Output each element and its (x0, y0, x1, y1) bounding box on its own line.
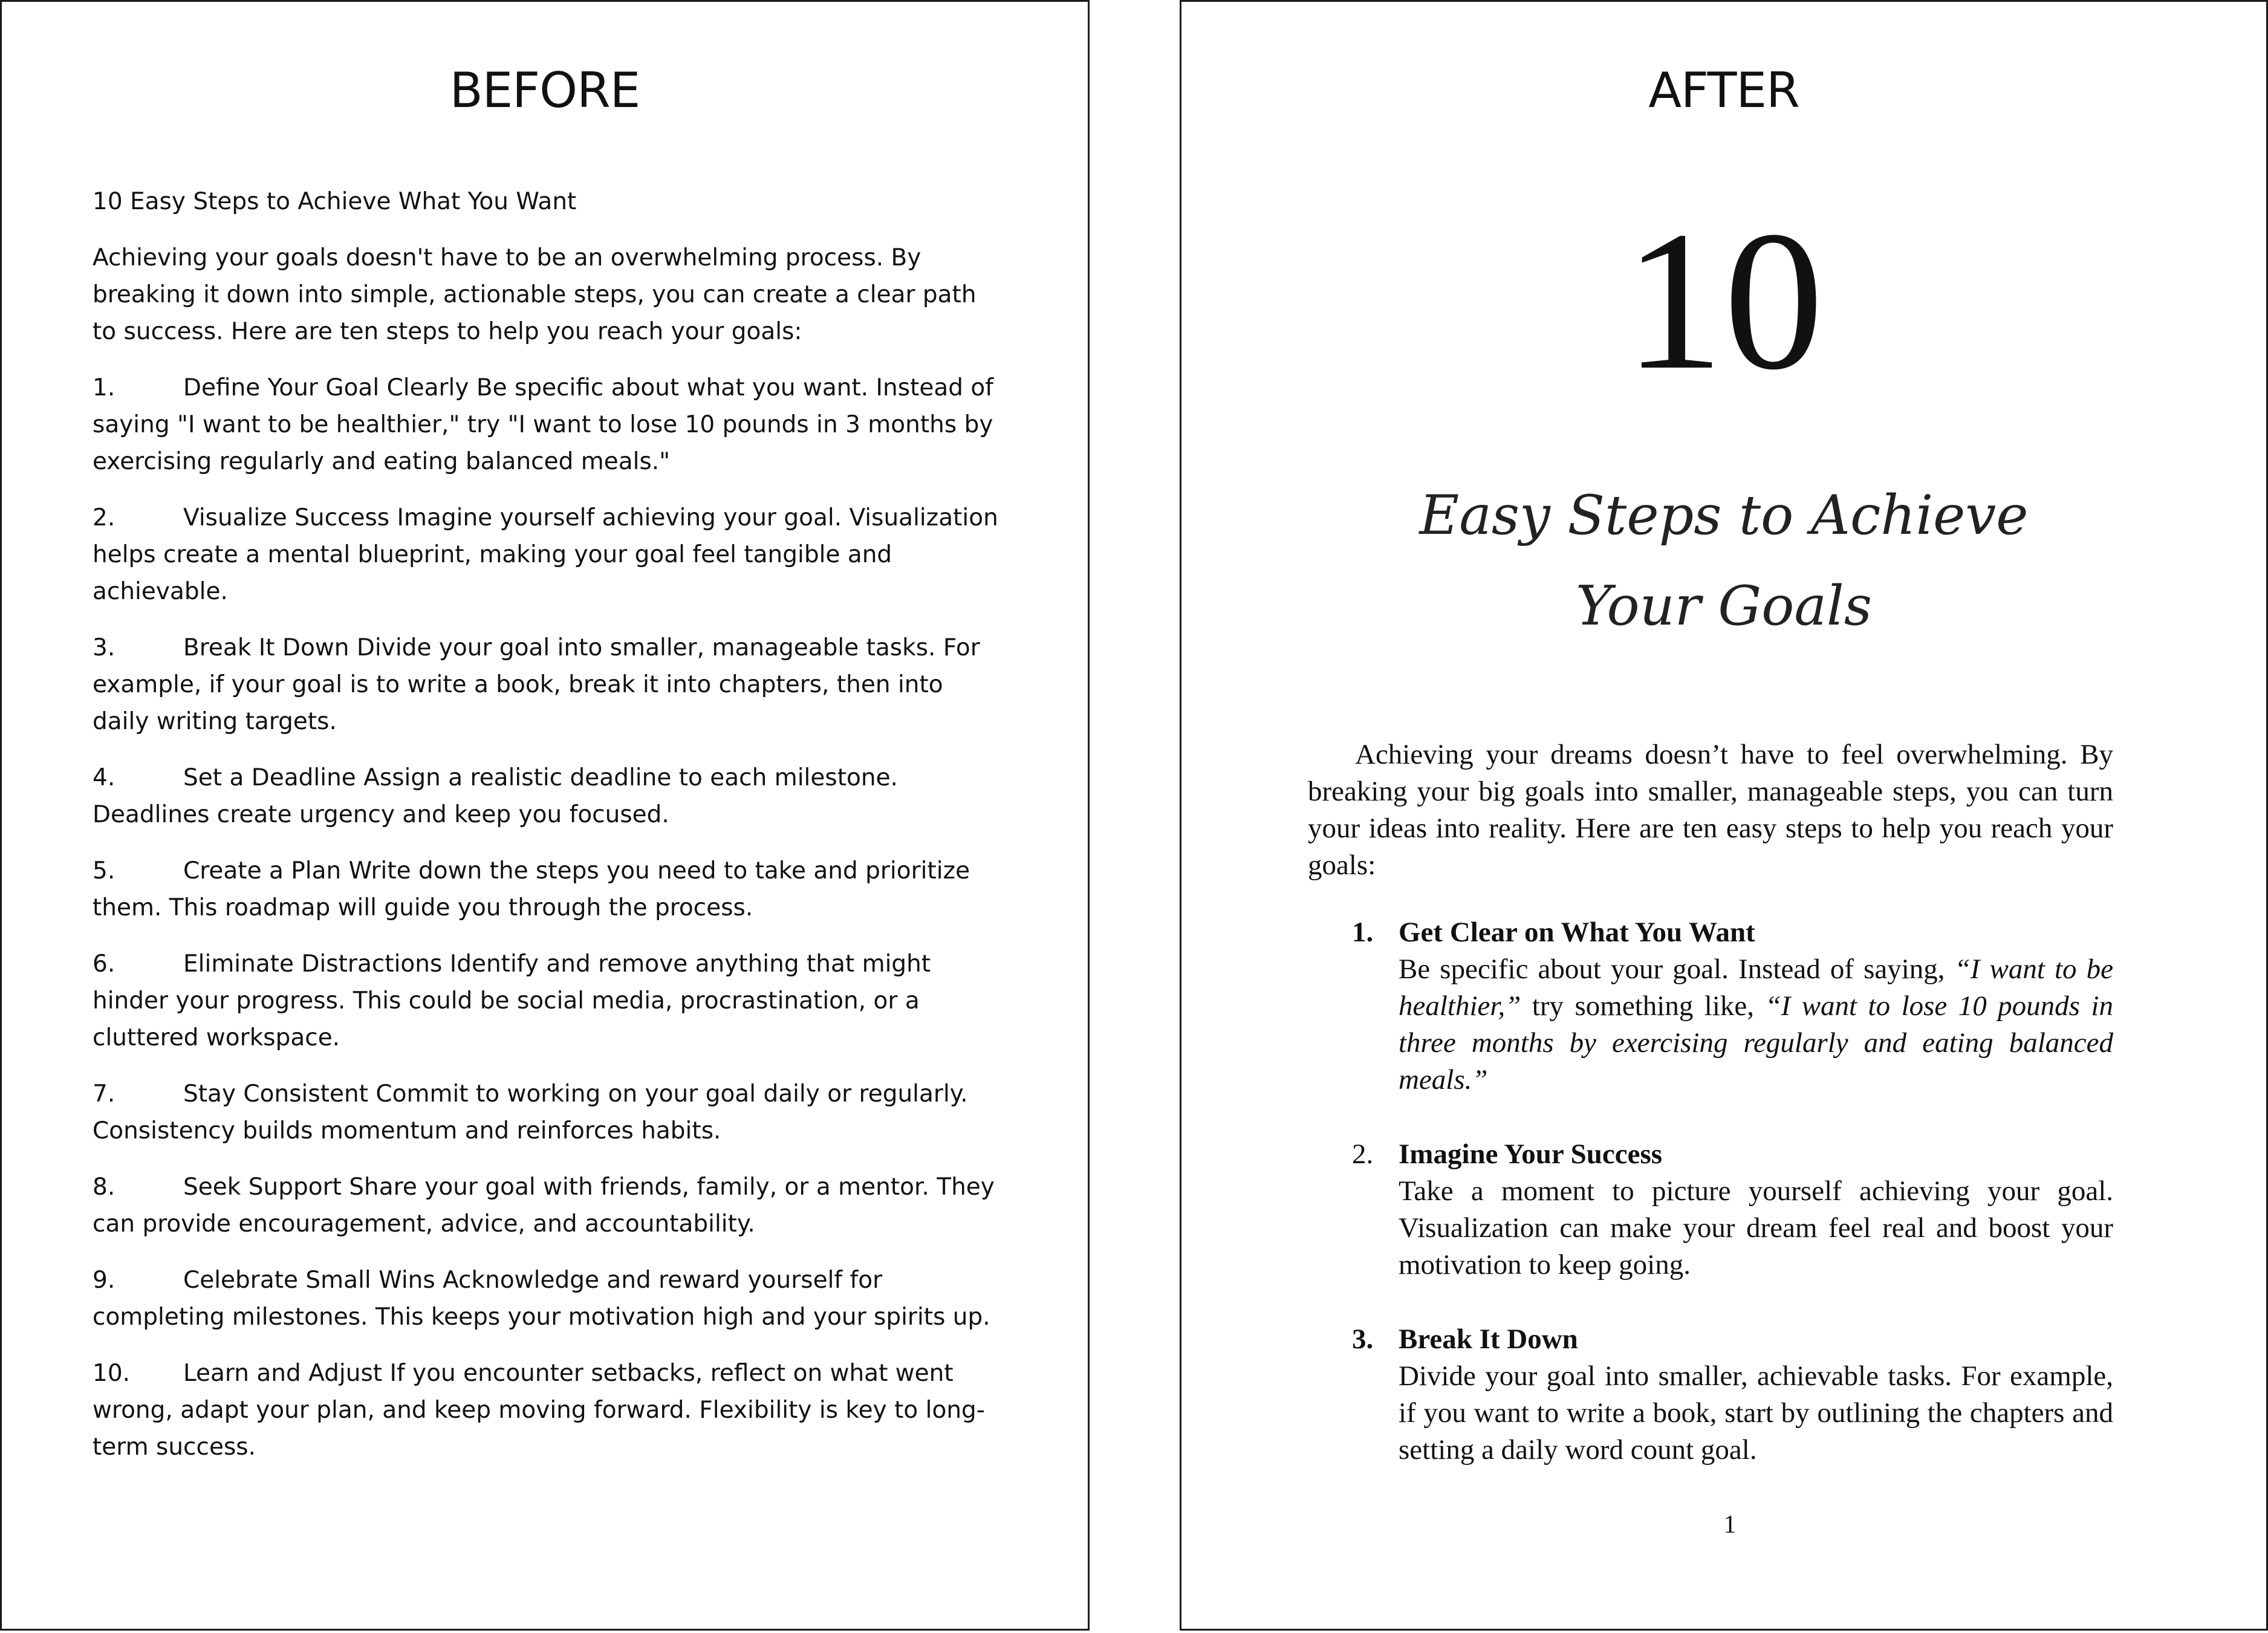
before-body (93, 183, 1006, 1485)
before-step-number: 8. (93, 1174, 115, 1201)
before-step-number: 1. (93, 374, 115, 401)
after-body (1308, 736, 2113, 1506)
after-step-title: Imagine Your Success (1399, 1138, 1663, 1170)
after-step-text: Divide your goal into smaller, achievable tasks. For example, if you want to write a book, start by outlining the chapters and setting a daily word count goal. (1399, 1360, 2113, 1466)
before-step (93, 852, 1006, 926)
after-step (1308, 1321, 2113, 1469)
chapter-title (1181, 470, 2266, 652)
before-step-text: Learn and Adjust If you encounter setbacks, reflect on what went wrong, adapt your plan, and keep moving forward. Flexibility is key to long-term success. (93, 1360, 985, 1461)
before-step (93, 759, 1006, 833)
after-step-text-part: try something like, (1521, 990, 1766, 1022)
before-page (0, 0, 1090, 1631)
before-step-text: Break It Down Divide your goal into smaller, manageable tasks. For example, if your goal is to write a book, break it into chapters, then into daily writing targets. (93, 634, 980, 735)
before-step-text: Eliminate Distractions Identify and remove anything that might hinder your progress. This could be social media, procrastination, or a cluttered workspace. (93, 950, 931, 1051)
after-step (1308, 914, 2113, 1099)
before-step-text: Set a Deadline Assign a realistic deadline to each milestone. Deadlines create urgency and keep you focused. (93, 764, 898, 828)
before-step-text: Stay Consistent Commit to working on your goal daily or regularly. Consistency builds momentum and reinforces habits. (93, 1080, 968, 1144)
chapter-title-line: Your Goals (1575, 574, 1873, 638)
before-step-number: 3. (93, 634, 115, 661)
after-step-text (1399, 951, 2113, 1099)
before-step-number: 6. (93, 950, 115, 978)
before-step (93, 1355, 1006, 1466)
before-intro: Achieving your goals doesn't have to be an overwhelming process. By breaking it down into simple, actionable steps, you can create a clear path to success. Here are ten steps to help you reach your goals: (93, 244, 976, 345)
before-step-text: Celebrate Small Wins Acknowledge and reward yourself for completing milestones. This keeps your motivation high and your spirits up. (93, 1267, 990, 1331)
after-step-quote: “I want to be healthier,” (1399, 953, 2114, 1022)
after-step-number: 3. (1352, 1323, 1374, 1355)
after-intro: Achieving your dreams doesn’t have to feel overwhelming. By breaking your big goals into smaller, manageable steps, you can turn your ideas into reality. Here are ten easy steps to help you reach your goals: (1308, 739, 2113, 881)
after-page (1180, 0, 2268, 1631)
after-step (1308, 1136, 2113, 1284)
before-step-text: Seek Support Share your goal with friends, family, or a mentor. They can provide encouragement, advice, and accountability. (93, 1174, 995, 1238)
before-step (93, 946, 1006, 1056)
before-step-number: 10. (93, 1360, 131, 1387)
before-step (93, 1262, 1006, 1336)
after-step-title: Get Clear on What You Want (1399, 917, 1755, 948)
before-step-text: Create a Plan Write down the steps you need to take and prioritize them. This roadmap will guide you through the process. (93, 857, 970, 921)
before-step-number: 4. (93, 764, 115, 791)
before-step-number: 7. (93, 1080, 115, 1108)
after-step-number: 1. (1352, 917, 1374, 948)
chapter-number: 10 (1624, 190, 1824, 411)
before-step (93, 369, 1006, 480)
page-number: 1 (1723, 1511, 1737, 1539)
after-step-text: Take a moment to picture yourself achieving your goal. Visualization can make your dream feel real and boost your motivation to keep going. (1399, 1175, 2113, 1281)
before-heading: BEFORE (449, 62, 640, 118)
before-step (93, 629, 1006, 740)
before-step-text: Define Your Goal Clearly Be specific about what you want. Instead of saying "I want to be healthier," try "I want to lose 10 pounds in 3 months by exercising regularly and eating balanced meals." (93, 374, 994, 475)
after-heading: AFTER (1648, 62, 1799, 118)
before-step (93, 1076, 1006, 1149)
before-step-text: Visualize Success Imagine yourself achieving your goal. Visualization helps create a mental blueprint, making your goal feel tangible and achievable. (93, 504, 998, 605)
before-step (93, 499, 1006, 610)
chapter-title-line: Easy Steps to Achieve (1419, 484, 2029, 547)
before-step-number: 5. (93, 857, 115, 885)
after-step-number: 2. (1352, 1138, 1374, 1170)
before-title: 10 Easy Steps to Achieve What You Want (93, 188, 577, 215)
after-step-text-part: Be specific about your goal. Instead of saying, (1399, 953, 1955, 985)
after-step-quote: “I want to lose 10 pounds in three months by exercising regularly and eating balanced meals.” (1399, 990, 2113, 1096)
before-step-number: 2. (93, 504, 115, 531)
before-step (93, 1169, 1006, 1242)
after-step-title: Break It Down (1399, 1323, 1578, 1355)
before-step-number: 9. (93, 1267, 115, 1294)
